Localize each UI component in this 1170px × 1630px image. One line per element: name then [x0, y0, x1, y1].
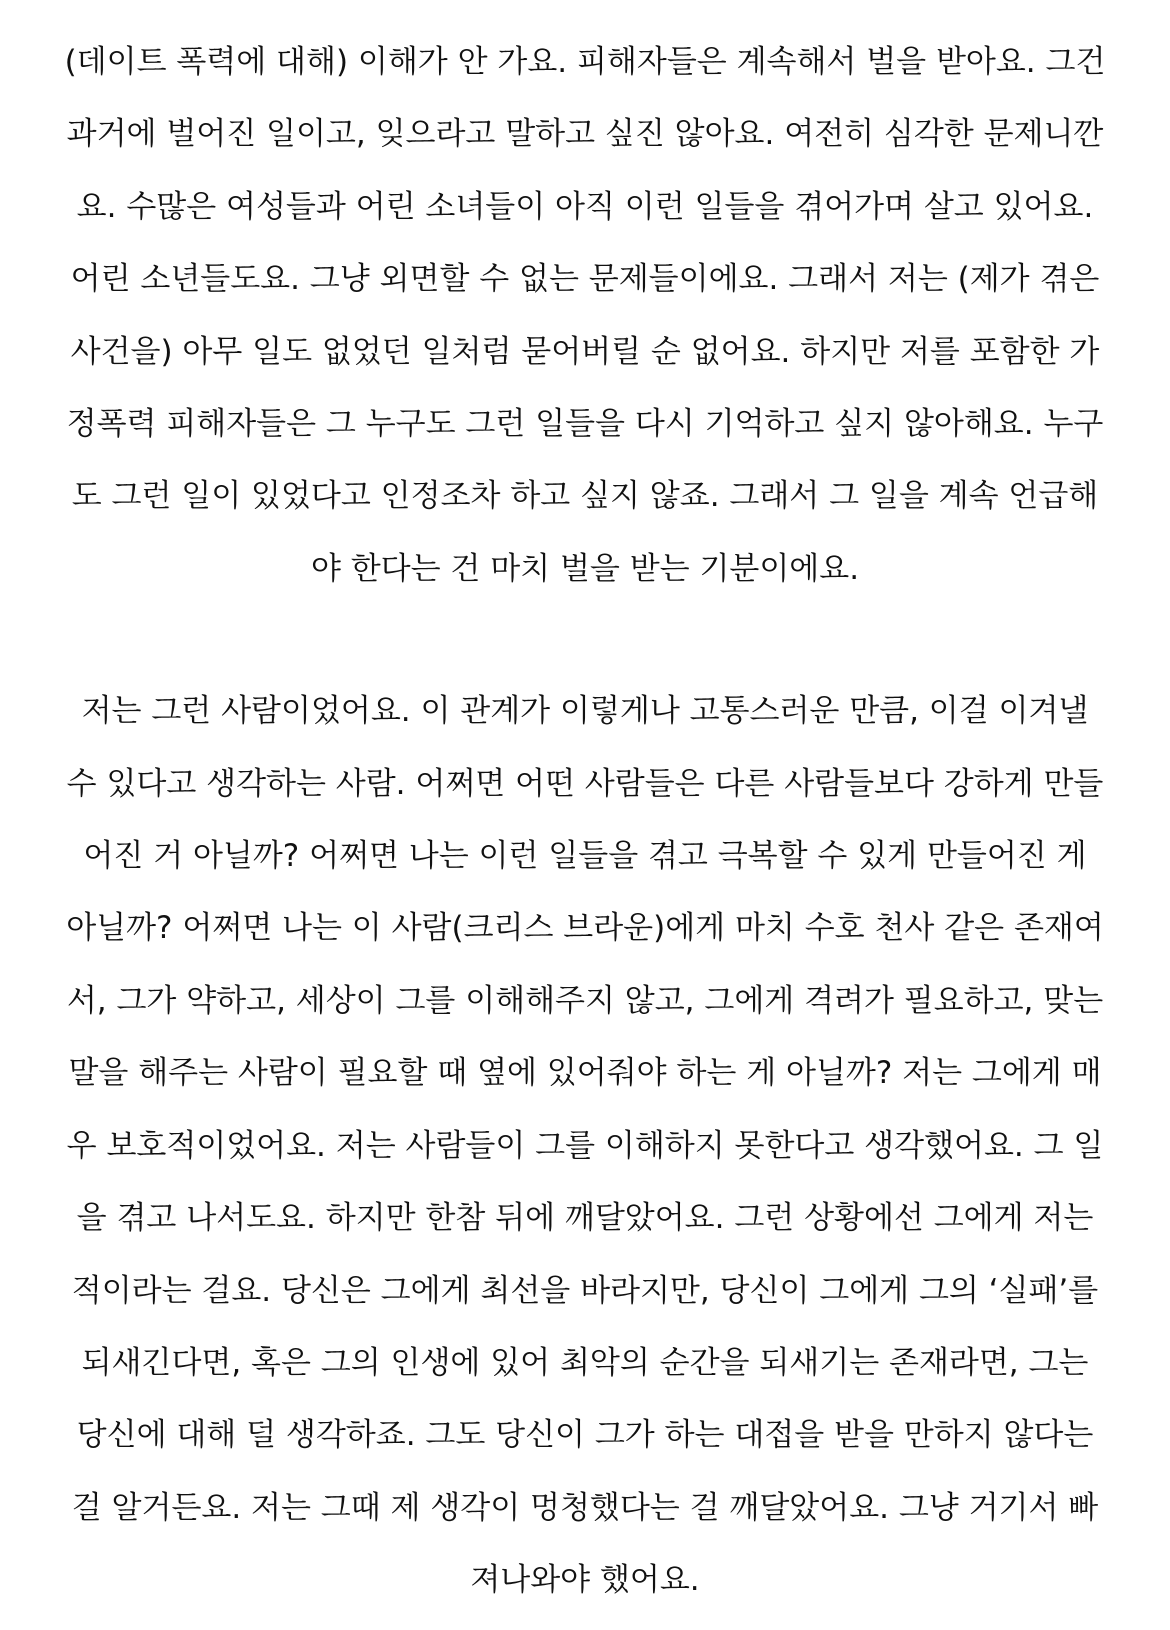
text-line: 아닐까? 어쩌면 나는 이 사람(크리스 브라운)에게 마치 수호 천사 같은 존재여: [66, 910, 1104, 947]
paragraph-1: [40, 26, 1130, 605]
text-line: 적이라는 걸요. 당신은 그에게 최선을 바라지만, 당신이 그에게 그의 ‘실패’를: [71, 1272, 1099, 1309]
paragraph-2: [40, 675, 1130, 1616]
text-line: 걸 알거든요. 저는 그때 제 생각이 멍청했다는 걸 깨달았어요. 그냥 거기서 빠: [71, 1489, 1099, 1526]
text-line: 야 한다는 건 마치 벌을 받는 기분이에요.: [310, 550, 860, 587]
text-line: 요. 수많은 여성들과 어린 소녀들이 아직 이런 일들을 겪어가며 살고 있어요.: [76, 188, 1094, 225]
text-line: 져나와야 했어요.: [470, 1562, 700, 1599]
text-line: (데이트 폭력에 대해) 이해가 안 가요. 피해자들은 계속해서 벌을 받아요. 그건: [64, 44, 1106, 80]
text-line: 정폭력 피해자들은 그 누구도 그런 일들을 다시 기억하고 싶지 않아해요. 누구: [66, 406, 1104, 443]
text-line: 을 겪고 나서도요. 하지만 한참 뒤에 깨달았어요. 그런 상황에선 그에게 저는: [76, 1200, 1094, 1237]
text-line: 수 있다고 생각하는 사람. 어쩌면 어떤 사람들은 다른 사람들보다 강하게 만들: [66, 765, 1104, 802]
text-line: 도 그런 일이 있었다고 인정조차 하고 싶지 않죠. 그래서 그 일을 계속 언급해: [71, 478, 1099, 515]
text-line: 서, 그가 약하고, 세상이 그를 이해해주지 않고, 그에게 격려가 필요하고, 맞는: [66, 982, 1104, 1019]
text-line: 당신에 대해 덜 생각하죠. 그도 당신이 그가 하는 대접을 받을 만하지 않다는: [76, 1417, 1094, 1454]
text-line: 어진 거 아닐까? 어쩌면 나는 이런 일들을 겪고 극복할 수 있게 만들어진 게: [83, 838, 1087, 875]
text-line: 사건을) 아무 일도 없었던 일처럼 묻어버릴 순 없어요. 하지만 저를 포함한 가: [70, 333, 1100, 370]
text-line: 과거에 벌어진 일이고, 잊으라고 말하고 싶진 않아요. 여전히 심각한 문제니깐: [66, 116, 1104, 153]
text-line: 어린 소년들도요. 그냥 외면할 수 없는 문제들이에요. 그래서 저는 (제가 겪은: [70, 261, 1100, 298]
text-line: 되새긴다면, 혹은 그의 인생에 있어 최악의 순간을 되새기는 존재라면, 그는: [81, 1344, 1089, 1381]
text-line: 우 보호적이었어요. 저는 사람들이 그를 이해하지 못한다고 생각했어요. 그 일: [66, 1127, 1104, 1164]
text-line: 말을 해주는 사람이 필요할 때 옆에 있어줘야 하는 게 아닐까? 저는 그에게 매: [68, 1055, 1102, 1092]
text-line: 저는 그런 사람이었어요. 이 관계가 이렇게나 고통스러운 만큼, 이걸 이겨낼: [81, 693, 1089, 730]
